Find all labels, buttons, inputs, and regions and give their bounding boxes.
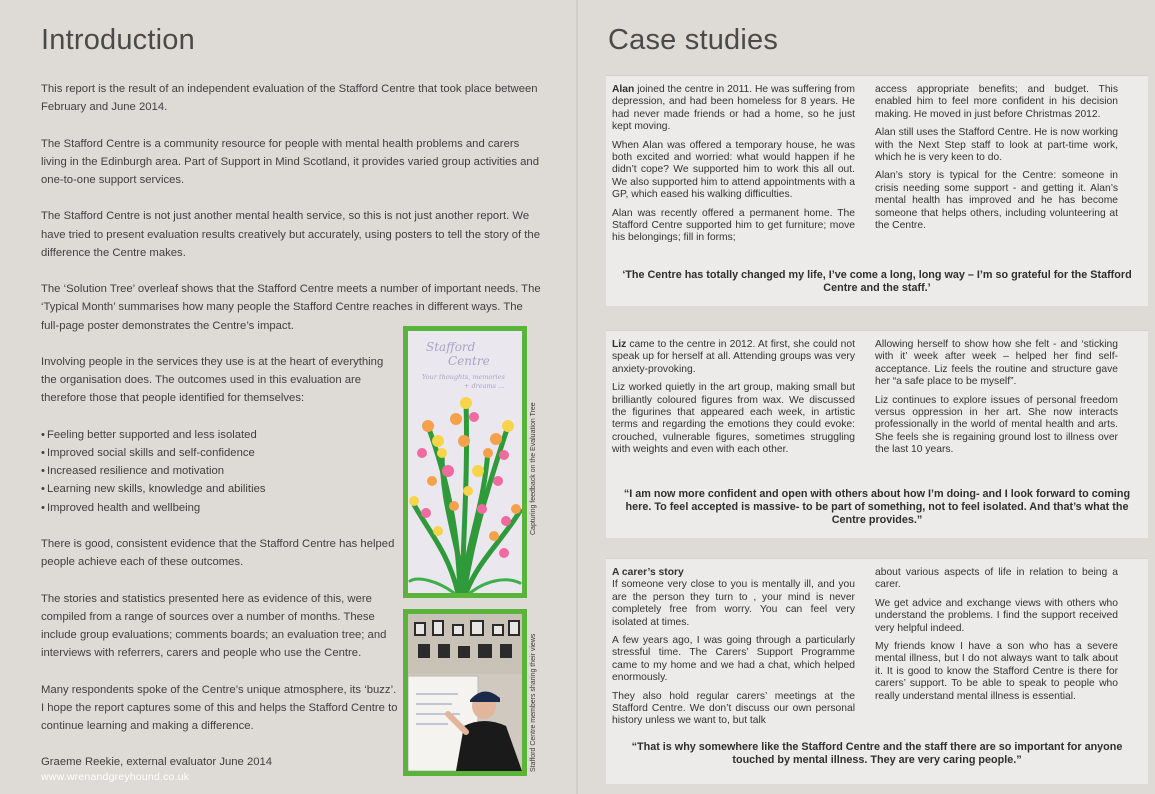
list-item: • Feeling better supported and less isolated xyxy=(41,426,401,444)
case-paragraph: A few years ago, I was going through a particularly stressful time. The Carers’ Support Programme came to my home and we had a chat, which helped enormously. xyxy=(612,635,855,684)
intro-paragraph: Involving people in the services they use is at the heart of everything the organisation does. The outcomes used in this evaluation are therefore those that people identified for themselves: xyxy=(41,355,384,405)
case-column xyxy=(875,84,1118,251)
case-paragraph: about various aspects of life in relation to being a carer. xyxy=(875,567,1118,591)
case-paragraph: access appropriate benefits; and budget. This enabled him to feel more confident in his decision making. He moved in just before Christmas 2012. xyxy=(875,84,1118,120)
list-item: • Improved health and wellbeing xyxy=(41,499,401,517)
case-paragraph: Alan’s story is typical for the Centre: someone in crisis needing some support - and getting it. Alan’s mental health has improved and he has become someone that helps others, including volunteering at the Centre. xyxy=(875,170,1118,232)
outcomes-list xyxy=(41,426,401,517)
evaluation-tree-photo xyxy=(403,326,527,598)
case-paragraph xyxy=(612,339,855,376)
case-paragraph: We get advice and exchange views with others who understand the problems. I find the support received very helpful indeed. xyxy=(875,597,1118,634)
case-text: came to the centre in 2012. At first, she could not speak up for herself at all. Attending groups was very anxiety-provoking. xyxy=(612,339,855,375)
introduction-page xyxy=(0,0,577,794)
case-paragraph: Liz worked quietly in the art group, making small but brilliantly coloured figures from wax. We discussed the figurines that appeared each week, in artistic terms and regarding the emotions they could evoke: crouched, vulnerable figures, sometimes struggling with weights and even with each other. xyxy=(612,382,855,456)
case-heading: A carer’s story xyxy=(612,567,684,578)
list-item: • Improved social skills and self-confidence xyxy=(41,444,401,462)
case-column xyxy=(612,567,855,734)
case-column xyxy=(875,567,1118,734)
case-paragraph: My friends know I have a son who has a severe mental illness, but I do not always want to talk about it. It is good to know the Stafford Centre is there for carers’ support. To be able to speak to people who really understand mental illness is essential. xyxy=(875,641,1118,702)
tree-title-line: Centre xyxy=(448,354,490,368)
case-paragraph xyxy=(612,567,855,629)
case-text: joined the centre in 2011. He was suffering from depression, and had been homeless for 8 years. He had never made friends or had a home, so he just kept moving. xyxy=(612,84,855,133)
case-study-liz xyxy=(606,330,1148,538)
list-item: • Increased resilience and motivation xyxy=(41,462,401,480)
case-column xyxy=(612,339,855,463)
case-name: Alan xyxy=(612,84,635,95)
members-illustration xyxy=(408,614,522,771)
intro-paragraph: The Stafford Centre is not just another mental health service, so this is not just another report. We have tried to present evaluation results creatively but accurately, using posters to tell the story of the difference the Centre makes. xyxy=(41,210,540,259)
case-paragraph: When Alan was offered a temporary house, he was both excited and worried: what would happen if he didn’t cope? We supported him to work this all out. We also supported him to attend appointments with a GP, which eased his walking difficulties. xyxy=(612,139,855,201)
case-paragraph: Allowing herself to show how she felt - and ‘sticking with it’ week after week – helped her find self-acceptance. Liz feels the routine and structure gave her “a safe place to be myself”. xyxy=(875,339,1118,388)
tree-title-line: Stafford xyxy=(426,340,476,354)
tree-subtitle-line: + dreams ... xyxy=(464,382,505,390)
case-quote: ‘The Centre has totally changed my life, I’ve come a long, long way – I’m so grateful for the Stafford Centre and the staff.’ xyxy=(622,269,1132,294)
signature: Graeme Reekie, external evaluator June 2014 xyxy=(41,756,273,769)
case-paragraph xyxy=(612,84,855,134)
photo-caption: Capturing feedback on the Evaluation Tree xyxy=(530,402,537,535)
list-item: • Learning new skills, knowledge and abilities xyxy=(41,480,401,498)
case-study-carer xyxy=(606,558,1148,784)
case-paragraph: They also hold regular carers’ meetings at the Stafford Centre. We don’t discuss our own personal history unless we want to, but talk xyxy=(612,690,855,727)
case-name: Liz xyxy=(612,339,627,350)
page-title: Introduction xyxy=(41,24,195,56)
photo-caption: Stafford Centre members sharing their views xyxy=(530,633,537,772)
intro-paragraph: This report is the result of an independent evaluation of the Stafford Centre that took place between February and June 2014. xyxy=(41,83,538,114)
members-photo xyxy=(403,609,527,776)
case-column xyxy=(612,84,855,251)
case-paragraph: Alan still uses the Stafford Centre. He is now working with the Next Step staff to look at part-time work, which he is very keen to do. xyxy=(875,127,1118,164)
intro-paragraph: There is good, consistent evidence that the Stafford Centre has helped people achieve each of these outcomes. xyxy=(41,537,395,569)
intro-paragraph: The stories and statistics presented here as evidence of this, were compiled from a range of sources over a number of months. These include group evaluations; comments boards; an evaluation tree; and interviews with referrers, carers and people who use the Centre. xyxy=(41,592,387,660)
intro-paragraph: The Stafford Centre is a community resource for people with mental health problems and carers living in the Edinburgh area. Part of Support in Mind Scotland, it provides varied group activities and one-to-one support services. xyxy=(41,137,539,186)
case-paragraph: Liz continues to explore issues of personal freedom versus oppression in her art. She now interacts professionally in the world of mental health and arts. She feels she is regaining ground lost to illness over the last 10 years. xyxy=(875,394,1118,456)
case-quote: “That is why somewhere like the Stafford Centre and the staff there are so important for anyone touched by mental illness. They are very caring people.” xyxy=(631,741,1123,766)
case-text: If someone very close to you is mentally ill, and you are the person they turn to , your mind is never completely free from worry. You can feel very isolated at times. xyxy=(612,579,855,628)
page-title: Case studies xyxy=(608,24,779,56)
case-paragraph: Alan was recently offered a permanent home. The Stafford Centre supported him to get furniture; move his belongings; fill in forms; xyxy=(612,207,855,244)
evaluation-tree-illustration xyxy=(408,331,522,593)
tree-subtitle-line: Your thoughts, memories xyxy=(422,373,505,381)
website-credit: www.wrenandgreyhound.co.uk xyxy=(41,771,190,783)
case-quote: “I am now more confident and open with others about how I’m doing- and I look forward to coming here. To feel accepted is massive- to be part of something, not to feel isolated. And that’s what the Centre provides.” xyxy=(623,488,1131,526)
intro-paragraph: The ‘Solution Tree’ overleaf shows that the Stafford Centre meets a number of important needs. The ‘Typical Month’ summarises how many people the Stafford Centre reaches in different ways. The full-page poster demonstrates the Centre’s impact. xyxy=(41,283,541,332)
case-column xyxy=(875,339,1118,463)
case-study-alan xyxy=(606,75,1148,306)
intro-paragraph: Many respondents spoke of the Centre’s unique atmosphere, its ‘buzz’. I hope the report captures some of this and helps the Stafford Centre to continue learning and making a difference. xyxy=(41,683,398,732)
